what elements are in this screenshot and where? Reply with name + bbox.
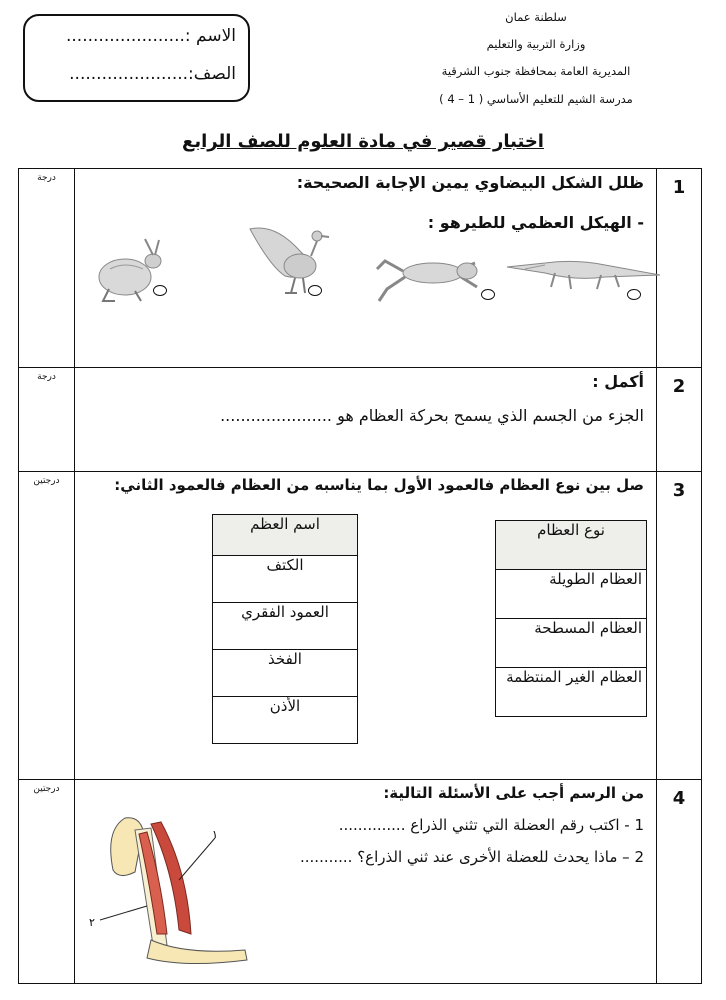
question-cell [75,472,657,780]
question-number: 1 [657,169,702,368]
marks-cell: درجتين [19,780,75,984]
bone-type-column [495,520,647,717]
question-row-1 [19,169,702,368]
name-field[interactable]: الاسم :...................... [66,26,236,46]
question-number: 4 [657,780,702,984]
page-title: اختبار قصير في مادة العلوم للصف الرابع [182,131,544,152]
arm-muscle-diagram [89,810,270,960]
question-instruction: من الرسم أجب على الأسئلة التالية: [383,784,644,802]
diagram-label-2: ٢ [89,916,95,929]
marks-cell: درجتين [19,472,75,780]
bone-type-item[interactable]: العظام الغير المنتظمة [496,668,647,717]
bone-name-item[interactable]: الأذن [213,697,358,744]
question-item-2[interactable]: 2 – ماذا يحدث للعضلة الأخرى عند ثني الذراع؟ ........... [300,848,644,866]
option-rabbit-oval[interactable] [153,285,167,296]
diagram-label-1: ١ [212,828,218,841]
marks-cell: درجة [19,368,75,472]
bone-name-item[interactable]: الفخذ [213,650,358,697]
column-header: اسم العظم [213,515,358,556]
question-number: 3 [657,472,702,780]
question-item-1[interactable]: 1 - اكتب رقم العضلة التي تثني الذراع .............. [338,816,644,834]
question-cell [75,368,657,472]
question-row-3 [19,472,702,780]
question-row-2 [19,368,702,472]
question-cell [75,780,657,984]
bone-name-column [212,514,358,744]
option-frog-oval[interactable] [481,289,495,300]
bone-name-item[interactable]: الكتف [213,556,358,603]
bone-type-item[interactable]: العظام المسطحة [496,619,647,668]
ministry-line-1: سلطنة عمان [505,10,567,24]
class-field[interactable]: الصف:...................... [69,64,236,84]
option-bird-oval[interactable] [308,285,322,296]
questions-table [18,168,702,984]
ministry-line-3: المديرية العامة بمحافظة جنوب الشرقية [441,64,631,78]
question-row-4 [19,780,702,984]
crocodile-skeleton-image [505,251,665,296]
frog-skeleton-image [375,241,485,311]
question-number: 2 [657,368,702,472]
ministry-line-4: مدرسة الشيم للتعليم الأساسي ( 1 – 4 ) [439,92,633,106]
question-prompt: - الهيكل العظمي للطيرهو : [427,213,644,232]
question-instruction: ظلل الشكل البيضاوي يمين الإجابة الصحيحة: [296,173,644,192]
student-info-box [23,14,250,102]
marks-cell: درجة [19,169,75,368]
column-header: نوع العظام [496,521,647,570]
bone-type-item[interactable]: العظام الطويلة [496,570,647,619]
question-cell [75,169,657,368]
bone-name-item[interactable]: العمود الفقري [213,603,358,650]
ministry-line-2: وزارة التربية والتعليم [486,37,586,51]
rabbit-skeleton-image [85,239,165,304]
question-instruction: صل بين نوع العظام فالعمود الأول بما يناسبه من العظام فالعمود الثاني: [114,476,644,494]
question-instruction: أكمل : [592,372,644,391]
option-crocodile-oval[interactable] [627,289,641,300]
question-prompt[interactable]: الجزء من الجسم الذي يسمح بحركة العظام هو ...................... [220,406,644,425]
